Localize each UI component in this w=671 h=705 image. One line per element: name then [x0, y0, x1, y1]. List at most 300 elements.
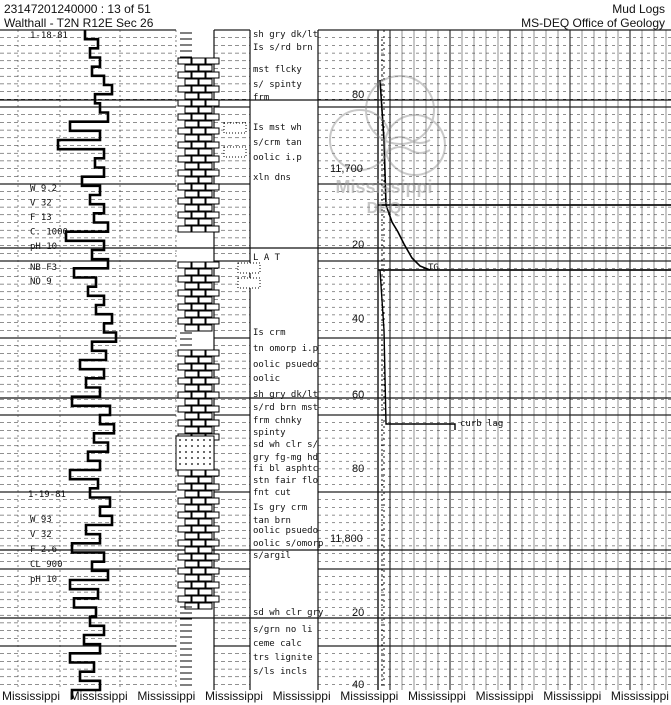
lithology-note: sh gry dk/lt	[253, 30, 319, 40]
sand-dot	[191, 451, 193, 453]
limestone-brick	[206, 582, 219, 588]
limestone-brick	[178, 72, 191, 78]
curb-lag-label: curb lag	[460, 419, 504, 429]
gas-dot	[381, 304, 383, 306]
gas-dot	[381, 554, 383, 556]
limestone-brick	[185, 427, 198, 433]
sand-dot	[191, 457, 193, 459]
gas-dot	[381, 629, 383, 631]
sand-dot	[179, 445, 181, 447]
drill-rate-track	[58, 30, 116, 699]
limestone-brick	[206, 540, 219, 546]
lithology-note: oolic s/omorp	[253, 539, 324, 549]
limestone-brick	[206, 318, 219, 324]
gas-curve	[380, 270, 455, 430]
gas-dot	[381, 439, 383, 441]
limestone-brick	[192, 100, 205, 106]
limestone-brick	[192, 304, 205, 310]
sand-dot	[209, 451, 211, 453]
gas-dot	[381, 94, 383, 96]
gas-dot	[381, 274, 383, 276]
gas-dot	[381, 284, 383, 286]
lithology-note: oolic psuedo	[253, 360, 319, 370]
sand-dot	[191, 439, 193, 441]
limestone-brick	[178, 318, 191, 324]
limestone-brick	[206, 406, 219, 412]
limestone-brick	[192, 420, 205, 426]
limestone-brick	[206, 554, 219, 560]
lithology-note: L A T	[253, 253, 281, 263]
limestone-brick	[185, 413, 198, 419]
limestone-brick	[178, 170, 191, 176]
limestone-brick	[199, 371, 212, 377]
limestone-brick	[185, 325, 198, 331]
limestone-brick	[178, 378, 191, 384]
well-id-page: 23147201240000 : 13 of 51	[4, 2, 151, 16]
limestone-brick	[206, 262, 219, 268]
limestone-brick	[199, 547, 212, 553]
gas-dot	[381, 294, 383, 296]
gas-dot	[381, 599, 383, 601]
lithology-note: s/argil	[253, 551, 291, 561]
gas-dot	[381, 584, 383, 586]
limestone-brick	[206, 378, 219, 384]
watermark-seal	[330, 76, 445, 175]
limestone-brick	[178, 156, 191, 162]
gas-dot	[381, 309, 383, 311]
gas-dot	[381, 459, 383, 461]
lithology-note: mst flcky	[253, 65, 302, 75]
sand-dot	[203, 445, 205, 447]
mud-property: W 9.2	[30, 184, 58, 194]
mud-property: V 32	[30, 530, 52, 540]
gas-dot	[381, 564, 383, 566]
gas-dot	[381, 544, 383, 546]
gas-dot	[381, 164, 383, 166]
mud-property: C. 1000	[30, 227, 68, 238]
sand-dot	[209, 463, 211, 465]
gas-dot	[381, 134, 383, 136]
inclusion-box	[238, 263, 260, 273]
scale-label: 20	[352, 239, 365, 251]
limestone-brick	[199, 575, 212, 581]
sand-dot	[185, 457, 187, 459]
limestone-brick	[185, 589, 198, 595]
limestone-brick	[185, 533, 198, 539]
gas-dot	[381, 684, 383, 686]
scale-label: 60	[352, 389, 365, 401]
limestone-brick	[185, 65, 198, 71]
gas-dot	[381, 614, 383, 616]
limestone-brick	[178, 142, 191, 148]
limestone-brick	[192, 170, 205, 176]
gas-dot	[381, 529, 383, 531]
gas-dot	[381, 654, 383, 656]
sand-dot	[209, 439, 211, 441]
gas-dot	[381, 49, 383, 51]
gas-dot	[381, 594, 383, 596]
lithology-column	[176, 33, 260, 685]
limestone-brick	[178, 554, 191, 560]
sand-dot	[209, 445, 211, 447]
gas-dot	[381, 649, 383, 651]
footer-word: Mississippi	[204, 689, 263, 703]
limestone-brick	[199, 357, 212, 363]
limestone-brick	[192, 276, 205, 282]
inclusion-box	[224, 123, 246, 133]
limestone-brick	[192, 198, 205, 204]
limestone-brick	[199, 93, 212, 99]
gas-dot	[381, 404, 383, 406]
limestone-brick	[178, 290, 191, 296]
limestone-brick	[199, 505, 212, 511]
limestone-brick	[199, 311, 212, 317]
gas-dot	[381, 264, 383, 266]
limestone-brick	[185, 311, 198, 317]
gas-dot	[381, 479, 383, 481]
limestone-brick	[178, 86, 191, 92]
footer-watermark-row	[0, 689, 671, 703]
lithology-note: sh gry dk/lt	[253, 390, 319, 400]
limestone-brick	[192, 470, 205, 476]
limestone-brick	[206, 392, 219, 398]
gas-dot	[381, 74, 383, 76]
limestone-brick	[185, 371, 198, 377]
limestone-brick	[192, 596, 205, 602]
limestone-brick	[199, 177, 212, 183]
limestone-brick	[185, 93, 198, 99]
limestone-brick	[192, 364, 205, 370]
sand-dot	[185, 439, 187, 441]
gas-dot	[381, 324, 383, 326]
inclusion-box	[224, 147, 246, 157]
lithology-note: Is gry crm	[253, 503, 308, 513]
sand-dot	[197, 439, 199, 441]
limestone-brick	[206, 470, 219, 476]
limestone-brick	[185, 477, 198, 483]
gas-dot	[381, 434, 383, 436]
limestone-brick	[178, 582, 191, 588]
watermark-text: Mississippi	[335, 177, 433, 197]
limestone-brick	[206, 212, 219, 218]
gas-dot	[381, 154, 383, 156]
gas-dot	[381, 104, 383, 106]
sand-dot	[197, 451, 199, 453]
gas-dot	[381, 394, 383, 396]
limestone-brick	[185, 163, 198, 169]
limestone-brick	[178, 198, 191, 204]
limestone-brick	[192, 72, 205, 78]
limestone-brick	[199, 491, 212, 497]
gas-dot	[381, 444, 383, 446]
gas-dot	[381, 99, 383, 101]
limestone-brick	[199, 269, 212, 275]
gas-dot	[381, 39, 383, 41]
lithology-note: xln dns	[253, 173, 291, 183]
total-gas-label: TG	[428, 263, 439, 273]
mud-property: CL 900	[30, 560, 63, 570]
limestone-brick	[206, 420, 219, 426]
gas-dot	[381, 364, 383, 366]
limestone-brick	[206, 350, 219, 356]
limestone-brick	[206, 170, 219, 176]
footer-word: Mississippi	[340, 689, 399, 703]
lithology-note: frm	[253, 93, 270, 103]
gas-dot	[381, 84, 383, 86]
limestone-brick	[206, 184, 219, 190]
limestone-brick	[192, 526, 205, 532]
limestone-brick	[178, 420, 191, 426]
gas-dot	[381, 429, 383, 431]
gas-dot	[381, 609, 383, 611]
limestone-brick	[185, 121, 198, 127]
limestone-brick	[178, 406, 191, 412]
mud-property: pH 10	[30, 242, 58, 252]
limestone-brick	[185, 177, 198, 183]
sand-dot	[185, 463, 187, 465]
limestone-brick	[178, 484, 191, 490]
limestone-brick	[199, 477, 212, 483]
limestone-brick	[199, 65, 212, 71]
limestone-brick	[192, 568, 205, 574]
limestone-brick	[178, 226, 191, 232]
limestone-brick	[192, 184, 205, 190]
lithology-note: s/crm tan	[253, 138, 302, 148]
gas-dot	[381, 349, 383, 351]
gas-dot	[381, 669, 383, 671]
gas-dot	[381, 374, 383, 376]
scale-label: 80	[352, 463, 365, 475]
gas-dot	[381, 659, 383, 661]
lithology-notes	[253, 30, 324, 677]
footer-word: Mississippi	[272, 689, 331, 703]
footer-word: Mississippi	[2, 689, 61, 703]
limestone-brick	[192, 484, 205, 490]
gas-dot	[381, 449, 383, 451]
gas-dot	[381, 259, 383, 261]
gas-dot	[381, 254, 383, 256]
limestone-brick	[199, 163, 212, 169]
sand-dot	[203, 439, 205, 441]
gas-dot	[381, 514, 383, 516]
gas-dot	[381, 464, 383, 466]
limestone-brick	[178, 512, 191, 518]
lithology-note: trs lignite	[253, 653, 313, 663]
limestone-brick	[185, 547, 198, 553]
limestone-brick	[192, 378, 205, 384]
limestone-brick	[185, 107, 198, 113]
gas-dot	[381, 144, 383, 146]
lithology-note: s/ spinty	[253, 80, 302, 90]
limestone-brick	[206, 276, 219, 282]
limestone-brick	[192, 350, 205, 356]
mud-property: F 2.6	[30, 545, 58, 555]
gas-dot	[381, 634, 383, 636]
limestone-brick	[192, 318, 205, 324]
limestone-brick	[199, 519, 212, 525]
limestone-brick	[185, 519, 198, 525]
limestone-brick	[206, 142, 219, 148]
gas-dot	[381, 469, 383, 471]
footer-word: Mississippi	[475, 689, 534, 703]
sand-dot	[179, 451, 181, 453]
limestone-brick	[178, 596, 191, 602]
gas-dot	[381, 169, 383, 171]
limestone-brick	[206, 58, 219, 64]
limestone-brick	[178, 498, 191, 504]
limestone-brick	[206, 198, 219, 204]
lithology-note: Is s/rd brn	[253, 43, 313, 53]
office-name: MS-DEQ Office of Geology	[521, 16, 665, 30]
gas-dot	[381, 89, 383, 91]
gas-dot	[381, 329, 383, 331]
limestone-brick	[206, 114, 219, 120]
depth-marker-11800: 11,800	[330, 533, 363, 545]
limestone-brick	[199, 107, 212, 113]
gas-dot	[381, 534, 383, 536]
gas-dot	[381, 299, 383, 301]
gas-dot	[381, 114, 383, 116]
limestone-brick	[185, 385, 198, 391]
gas-dot	[381, 569, 383, 571]
limestone-brick	[192, 58, 205, 64]
limestone-brick	[206, 484, 219, 490]
gas-dot	[381, 454, 383, 456]
gas-dot	[381, 399, 383, 401]
limestone-brick	[178, 568, 191, 574]
limestone-brick	[192, 540, 205, 546]
limestone-brick	[185, 135, 198, 141]
limestone-brick	[185, 205, 198, 211]
mud-property: pH 10	[30, 575, 58, 585]
sand-dot	[191, 463, 193, 465]
gas-dot	[381, 344, 383, 346]
gas-dot	[381, 339, 383, 341]
scale-label: 40	[352, 679, 365, 691]
limestone-brick	[178, 184, 191, 190]
lithology-note: s/rd brn mst	[253, 403, 319, 413]
mud-properties-2	[30, 263, 57, 287]
sand-dot	[185, 451, 187, 453]
lithology-note: Is crm	[253, 328, 286, 338]
limestone-brick	[199, 533, 212, 539]
gas-dot	[381, 129, 383, 131]
sand-dot	[197, 457, 199, 459]
gas-dot	[381, 424, 383, 426]
gas-dot	[381, 69, 383, 71]
gas-dot	[381, 604, 383, 606]
footer-word: Mississippi	[407, 689, 466, 703]
limestone-brick	[178, 212, 191, 218]
gas-dot	[381, 249, 383, 251]
sand-dot	[197, 463, 199, 465]
limestone-brick	[178, 100, 191, 106]
gas-dot	[381, 489, 383, 491]
limestone-brick	[206, 156, 219, 162]
inclusion-box	[238, 278, 260, 288]
limestone-brick	[192, 290, 205, 296]
gas-dot	[381, 319, 383, 321]
gas-dot	[381, 664, 383, 666]
gas-dot	[381, 474, 383, 476]
limestone-brick	[199, 121, 212, 127]
limestone-brick	[192, 406, 205, 412]
gas-dot	[381, 279, 383, 281]
limestone-brick	[192, 512, 205, 518]
limestone-brick	[199, 603, 212, 609]
gas-dot	[381, 419, 383, 421]
gas-dot	[381, 379, 383, 381]
limestone-brick	[206, 512, 219, 518]
limestone-brick	[199, 283, 212, 289]
gas-dot	[381, 54, 383, 56]
gas-dot	[381, 389, 383, 391]
limestone-brick	[192, 212, 205, 218]
mud-properties-1	[30, 184, 68, 252]
limestone-brick	[185, 505, 198, 511]
limestone-brick	[178, 526, 191, 532]
lithology-note: sd wh clr s/	[253, 440, 319, 450]
limestone-brick	[185, 575, 198, 581]
limestone-brick	[192, 156, 205, 162]
mud-property: NB F3	[30, 263, 58, 273]
lithology-note: oolic	[253, 374, 281, 384]
gas-dot	[381, 219, 383, 221]
limestone-brick	[199, 191, 212, 197]
mud-property: F 13	[30, 213, 52, 223]
limestone-brick	[178, 470, 191, 476]
gas-dot	[381, 334, 383, 336]
gas-dot	[381, 64, 383, 66]
limestone-brick	[199, 413, 212, 419]
limestone-brick	[178, 262, 191, 268]
limestone-brick	[192, 226, 205, 232]
gas-dot	[381, 369, 383, 371]
gas-dot	[381, 384, 383, 386]
lithology-note: oolic psuedo	[253, 526, 319, 536]
limestone-brick	[199, 135, 212, 141]
limestone-brick	[185, 283, 198, 289]
limestone-brick	[185, 149, 198, 155]
lithology-note: gry fg-mg hd	[253, 453, 319, 463]
limestone-brick	[178, 276, 191, 282]
footer-word: Mississippi	[137, 689, 196, 703]
sand-dot	[179, 439, 181, 441]
sand-block	[176, 436, 214, 470]
limestone-brick	[206, 498, 219, 504]
document-type: Mud Logs	[612, 2, 665, 16]
limestone-brick	[178, 364, 191, 370]
gas-dot	[381, 574, 383, 576]
limestone-brick	[185, 269, 198, 275]
limestone-brick	[192, 128, 205, 134]
limestone-brick	[178, 128, 191, 134]
gas-dot	[381, 149, 383, 151]
lithology-note: Is mst wh	[253, 123, 302, 133]
gas-dot	[381, 59, 383, 61]
gas-dot	[381, 229, 383, 231]
gas-dot	[381, 289, 383, 291]
lithology-note: spinty	[253, 428, 286, 438]
sand-dot	[185, 445, 187, 447]
lithology-note: ceme calc	[253, 639, 302, 649]
limestone-brick	[192, 114, 205, 120]
sand-dot	[191, 445, 193, 447]
gas-dot	[381, 504, 383, 506]
gas-dot	[381, 519, 383, 521]
gas-dot	[381, 44, 383, 46]
limestone-brick	[178, 304, 191, 310]
